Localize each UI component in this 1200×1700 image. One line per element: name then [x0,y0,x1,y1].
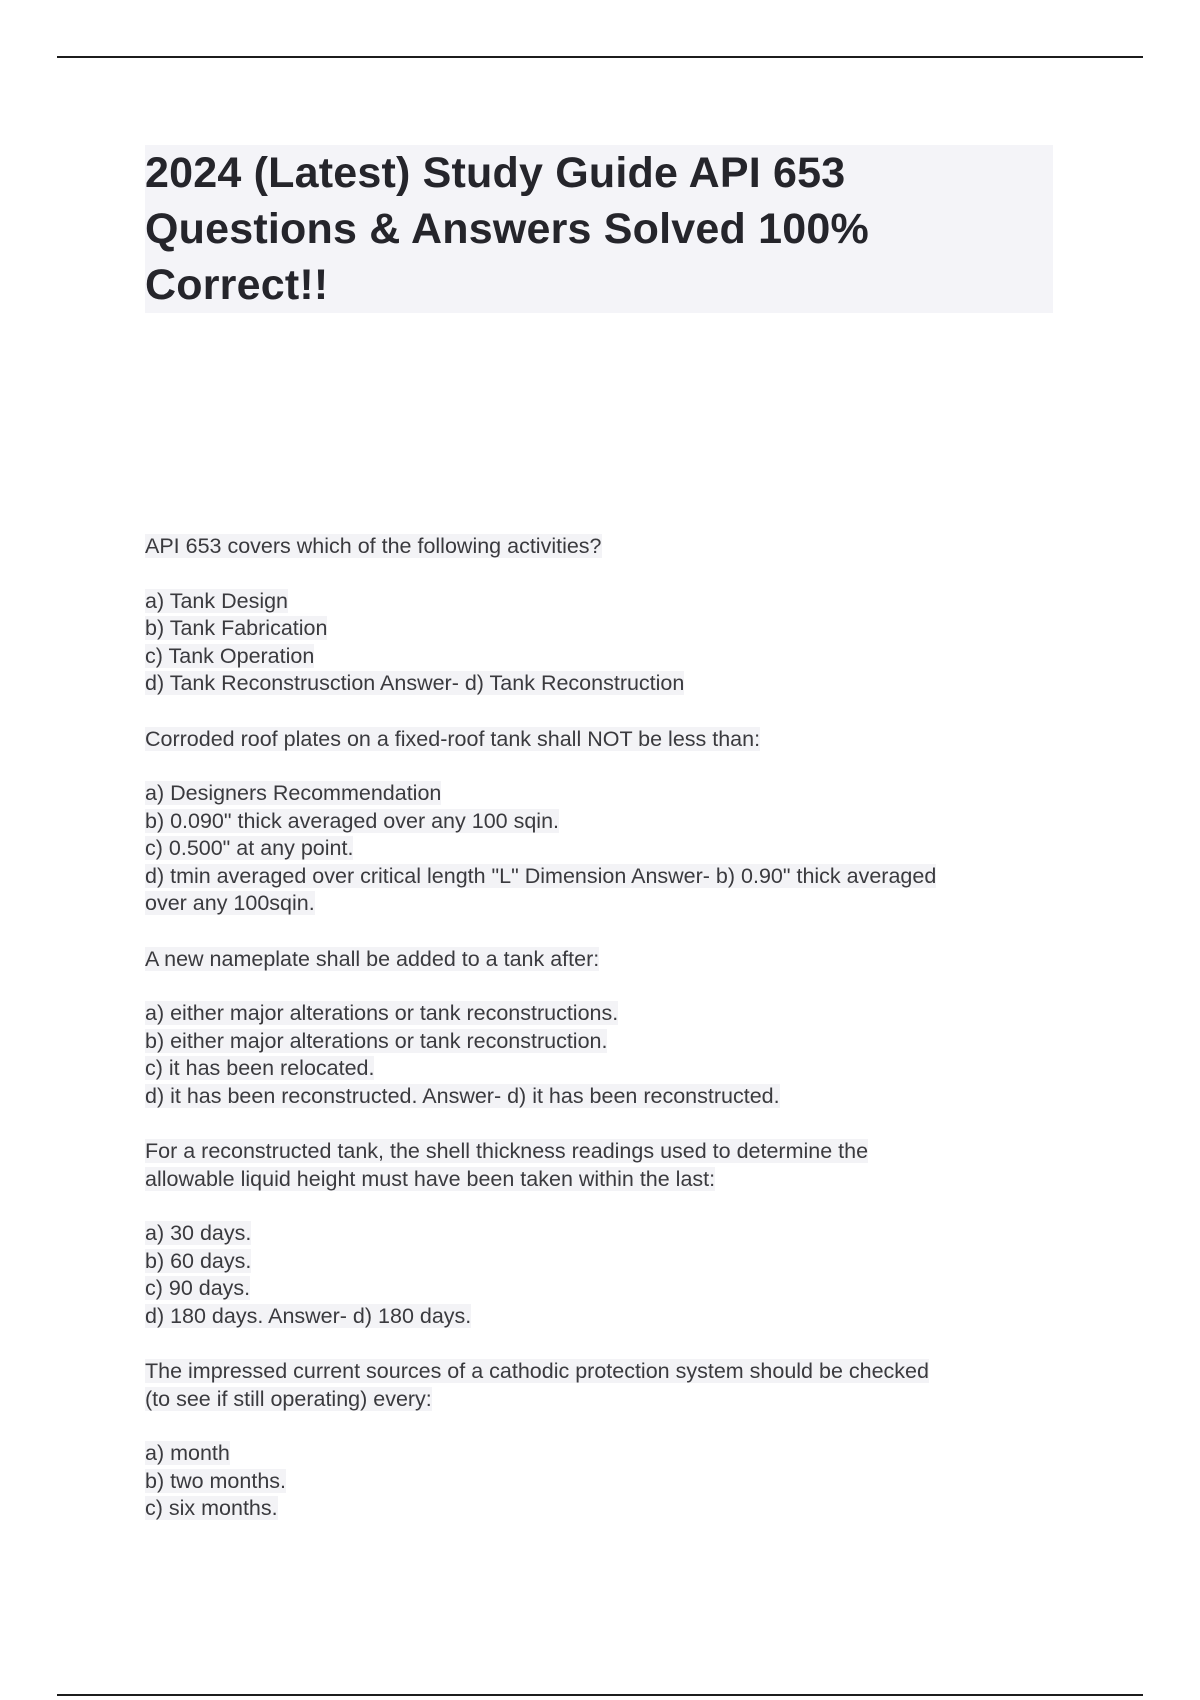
answer-option: b) either major alterations or tank reconstruction. [145,1028,608,1053]
answer-option: c) 90 days. [145,1276,251,1300]
title-line: 2024 (Latest) Study Guide API 653 [145,149,846,197]
question-text: Corroded roof plates on a fixed-roof tank shall NOT be less than: [145,726,761,751]
question-block [145,726,1065,918]
bottom-rule [57,1694,1143,1696]
question-text: The impressed current sources of a cathodic protection system should be checked [145,1359,929,1383]
document-title [145,145,1053,313]
answer-option: c) six months. [145,1496,278,1520]
answer-option: a) Tank Design [145,588,289,613]
answer-option: d) it has been reconstructed. Answer- d) it has been reconstructed. [145,1083,780,1108]
answer-option: d) tmin averaged over critical length "L" Dimension Answer- b) 0.90" thick averaged [145,863,937,888]
question-block [145,533,1065,698]
answer-option: a) Designers Recommendation [145,781,442,805]
title-line: Questions & Answers Solved 100% [145,205,869,253]
top-rule [57,56,1143,58]
answer-option: c) it has been relocated. [145,1056,375,1080]
answer-option: d) Tank Reconstrusction Answer- d) Tank Reconstruction [145,671,685,695]
answer-option: a) either major alterations or tank reconstructions. [145,1001,619,1025]
question-text: allowable liquid height must have been taken within the last: [145,1166,716,1191]
question-text: (to see if still operating) every: [145,1386,432,1411]
answer-option: c) 0.500" at any point. [145,836,354,860]
answer-option: a) 30 days. [145,1221,252,1245]
question-block [145,1358,1065,1523]
answer-option: b) two months. [145,1468,286,1493]
answer-option: over any 100sqin. [145,891,315,915]
answer-option: b) 0.090" thick averaged over any 100 sqin. [145,808,560,833]
question-text: For a reconstructed tank, the shell thickness readings used to determine the [145,1139,869,1163]
answer-option: c) Tank Operation [145,643,315,668]
title-line: Correct!! [145,261,329,309]
question-text: API 653 covers which of the following activities? [145,534,602,558]
answer-option: b) 60 days. [145,1248,252,1273]
title-block [145,145,1053,313]
question-block [145,946,1065,1111]
qa-content [145,533,1065,1551]
answer-option: a) month [145,1441,230,1465]
answer-option: b) Tank Fabrication [145,616,328,640]
question-block [145,1138,1065,1330]
answer-option: d) 180 days. Answer- d) 180 days. [145,1303,472,1328]
question-text: A new nameplate shall be added to a tank after: [145,946,600,971]
